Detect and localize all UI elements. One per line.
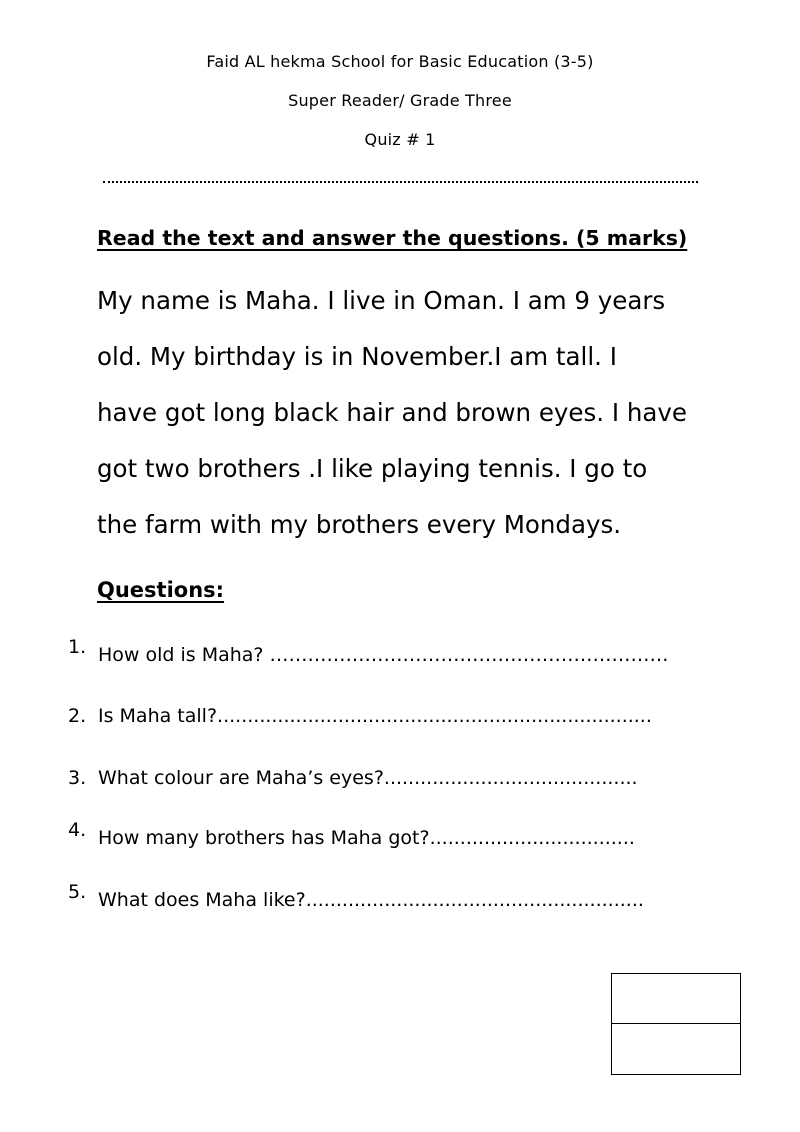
question-text: How old is Maha? ……………………………………………………… bbox=[98, 644, 669, 666]
marks-box-divider bbox=[612, 1023, 740, 1024]
course-title: Super Reader/ Grade Three bbox=[288, 91, 512, 110]
question-text: Is Maha tall?........................................................................ bbox=[98, 705, 652, 727]
passage-line: got two brothers .I like playing tennis. I go to bbox=[97, 454, 648, 483]
question-item bbox=[0, 881, 800, 919]
passage-line: have got long black hair and brown eyes. I have bbox=[97, 398, 687, 427]
passage-line: old. My birthday is in November.I am tall. I bbox=[97, 342, 617, 371]
question-number: 5. bbox=[68, 881, 87, 903]
question-item bbox=[0, 763, 800, 797]
passage-line: My name is Maha. I live in Oman. I am 9 years bbox=[97, 286, 666, 315]
question-text: What does Maha like?........................................................ bbox=[98, 889, 644, 911]
question-number: 1. bbox=[68, 636, 87, 658]
quiz-title: Quiz # 1 bbox=[364, 130, 436, 149]
question-item bbox=[0, 636, 800, 674]
question-text: What colour are Maha’s eyes?.......................................... bbox=[98, 767, 638, 789]
instruction-heading: Read the text and answer the questions. (5 marks) bbox=[97, 226, 688, 250]
passage-line: the farm with my brothers every Mondays. bbox=[97, 510, 622, 539]
question-item bbox=[0, 819, 800, 857]
question-number: 4. bbox=[68, 819, 87, 841]
marks-box bbox=[611, 973, 741, 1075]
dotted-divider bbox=[103, 181, 698, 183]
questions-heading: Questions: bbox=[97, 578, 225, 602]
question-text: How many brothers has Maha got?.................................. bbox=[98, 827, 635, 849]
question-number: 2. bbox=[68, 705, 87, 727]
question-number: 3. bbox=[68, 767, 87, 789]
question-item bbox=[0, 701, 800, 735]
school-name: Faid AL hekma School for Basic Education (3-5) bbox=[206, 52, 594, 71]
